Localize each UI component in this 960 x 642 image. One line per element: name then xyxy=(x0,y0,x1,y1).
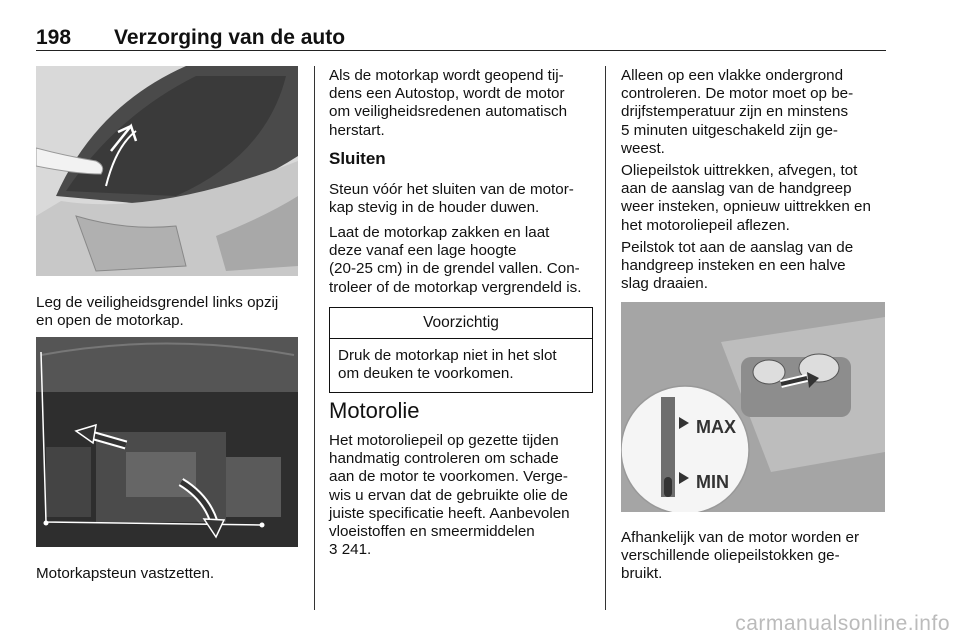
reference-page[interactable]: 241. xyxy=(341,541,372,559)
text-line: handgreep insteken en een halve xyxy=(621,257,846,275)
text-line: Laat de motorkap zakken en laat xyxy=(329,224,550,241)
check-conditions-paragraph xyxy=(621,67,891,158)
text-line: om veiligheidsredenen automatisch xyxy=(329,103,568,121)
caption-line: en open de motorkap. xyxy=(36,312,184,330)
text-line: troleer of de motorkap vergrendeld is. xyxy=(329,278,582,296)
text-line: dens een Autostop, wordt de motor xyxy=(329,85,565,103)
caption-release-latch xyxy=(36,294,298,330)
dipstick-figure xyxy=(621,302,885,512)
caption-line: Leg de veiligheidsgrendel links opzij xyxy=(36,294,279,311)
dipstick-procedure-paragraph xyxy=(621,162,891,235)
column-divider xyxy=(605,66,606,610)
text-line: verschillende oliepeilstokken ge- xyxy=(621,547,840,565)
text-line: Druk de motorkap niet in het slot xyxy=(338,347,557,364)
min-mark-label: MIN xyxy=(696,472,729,492)
heading-motorolie: Motorolie xyxy=(329,398,420,423)
text-line: om deuken te voorkomen. xyxy=(338,365,514,383)
text-line: handmatig controleren om schade xyxy=(329,450,559,468)
text-line: juiste specificatie heeft. Aanbevolen xyxy=(329,504,570,522)
bonnet-release-figure xyxy=(36,66,298,276)
caption-bonnet-stay xyxy=(36,565,298,583)
dipstick-insert-paragraph xyxy=(621,239,891,294)
text-line: kap stevig in de houder duwen. xyxy=(329,199,540,217)
text-line: Afhankelijk van de motor worden er xyxy=(621,529,860,546)
text-line: herstart. xyxy=(329,121,385,139)
bonnet-stay-figure xyxy=(36,337,298,547)
caution-box xyxy=(329,307,593,393)
text-line: deze vanaf een lage hoogte xyxy=(329,242,517,260)
text-line: weer insteken, opnieuw uittrekken en xyxy=(621,198,871,216)
dipstick-illustration xyxy=(621,302,885,512)
text-line: Alleen op een vlakke ondergrond xyxy=(621,67,844,84)
text-line: drijfstemperatuur zijn en minstens xyxy=(621,103,849,121)
text-line: Als de motorkap wordt geopend tij- xyxy=(329,67,564,84)
text-line: wis u ervan dat de gebruikte olie de xyxy=(329,486,568,504)
text-line: controleren. De motor moet op be- xyxy=(621,85,854,103)
page-header xyxy=(36,26,886,51)
watermark: carmanualsonline.info xyxy=(735,612,950,635)
text-line: Steun vóór het sluiten van de motor- xyxy=(329,181,574,198)
page-title: Verzorging van de auto xyxy=(114,26,346,49)
heading-sluiten: Sluiten xyxy=(329,149,386,168)
text-line: (20-25 cm) in de grendel vallen. Con- xyxy=(329,260,580,278)
dipstick-caption xyxy=(621,529,891,584)
sluiten-paragraph-1 xyxy=(329,181,591,217)
bonnet-release-illustration xyxy=(36,66,298,276)
motorolie-paragraph xyxy=(329,432,591,559)
reference-arrow-icon: 3 xyxy=(329,541,338,559)
max-mark-label: MAX xyxy=(696,417,736,437)
column-divider xyxy=(314,66,315,610)
sluiten-paragraph-2 xyxy=(329,224,591,297)
text-line: Peilstok tot aan de aanslag van de xyxy=(621,239,854,256)
text-line: aan de aanslag van de handgreep xyxy=(621,180,852,198)
text-line: 5 minuten uitgeschakeld zijn ge- xyxy=(621,121,838,139)
text-line: Oliepeilstok uittrekken, afvegen, tot xyxy=(621,162,858,179)
text-line: vloeistoffen en smeermiddelen xyxy=(329,523,535,541)
text-line: slag draaien. xyxy=(621,275,708,293)
text-line: het motoroliepeil aflezen. xyxy=(621,216,790,234)
caption-line: Motorkapsteun vastzetten. xyxy=(36,565,215,582)
text-line: aan de motor te voorkomen. Verge- xyxy=(329,468,568,486)
caution-body xyxy=(330,339,592,383)
page-reference[interactable] xyxy=(329,541,591,559)
caution-title: Voorzichtig xyxy=(330,308,592,339)
text-line: weest. xyxy=(621,139,665,157)
page-number: 198 xyxy=(36,26,72,49)
bonnet-stay-illustration xyxy=(36,337,298,547)
text-line: Het motoroliepeil op gezette tijden xyxy=(329,432,559,449)
text-line: bruikt. xyxy=(621,565,663,583)
autostop-paragraph xyxy=(329,67,591,140)
